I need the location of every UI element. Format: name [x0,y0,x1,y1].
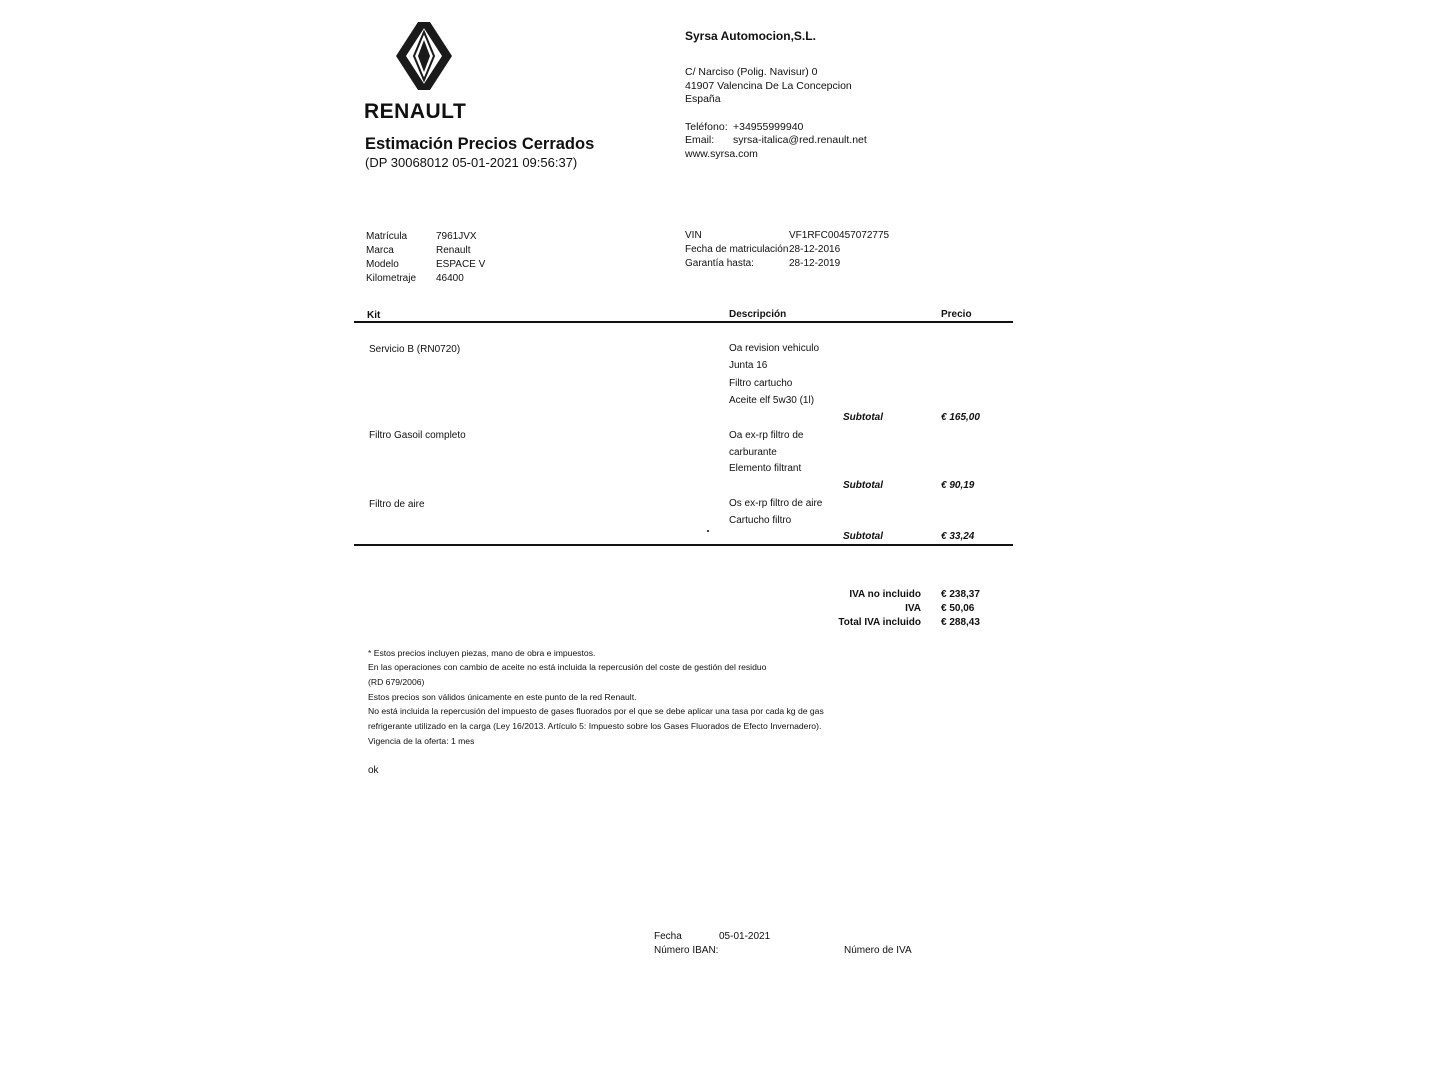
renault-logo [394,20,454,92]
kit-item: carburante [729,447,777,458]
column-header-kit: Kit [367,310,381,321]
subtotal-value: € 33,24 [941,531,975,542]
subtotal-label: Subtotal [843,412,883,423]
column-header-price: Precio [941,309,972,320]
dealer-phone-label: Teléfono: [685,121,728,133]
vehicle-label: Kilometraje [366,273,417,284]
vehicle-label: Modelo [366,259,399,270]
total-value: € 238,37 [941,589,980,600]
dealer-address-2: 41907 Valencina De La Concepcion [685,80,852,92]
total-label: IVA no incluido [849,589,921,600]
vehicle-label: Matrícula [366,231,408,242]
table-bottom-rule [354,544,1013,546]
note-line: refrigerante utilizado en la carga (Ley 16/2013. Artículo 5: Impuesto sobre los Gases Fluorados de Efecto Invernadero). [368,721,822,731]
vehicle-label: Garantía hasta: [685,258,754,269]
note-line: En las operaciones con cambio de aceite no está incluida la repercusión del coste de gestión del residuo [368,662,767,672]
subtotal-label: Subtotal [843,531,883,542]
total-label: IVA [905,603,921,614]
brand-name: RENAULT [364,100,467,123]
dealer-name: Syrsa Automocion,S.L. [685,29,816,43]
vehicle-value: 28-12-2016 [789,244,841,255]
footer-date: 05-01-2021 [719,931,771,942]
note-line: Estos precios son válidos únicamente en este punto de la red Renault. [368,692,637,702]
kit-item: Oa ex-rp filtro de [729,430,804,441]
vehicle-value: Renault [436,245,471,256]
kit-item: Cartucho filtro [729,515,792,526]
note-line: No está incluida la repercusión del impuesto de gases fluorados por el que se debe aplicar una tasa por cada kg de gas [368,706,824,716]
footer-vat-label: Número de IVA [844,945,912,956]
kit-item: Filtro cartucho [729,378,793,389]
vehicle-value: VF1RFC00457072775 [789,230,890,241]
note-line: * Estos precios incluyen piezas, mano de obra e impuestos. [368,648,596,658]
note-line: (RD 679/2006) [368,677,425,687]
kit-item: Os ex-rp filtro de aire [729,498,823,509]
kit-name: Servicio B (RN0720) [369,344,461,355]
scan-speck [707,530,709,532]
dealer-website[interactable]: www.syrsa.com [685,148,758,160]
table-header-rule [354,321,1013,323]
document-reference: (DP 30068012 05-01-2021 09:56:37) [365,155,578,170]
footer-iban-label: Número IBAN: [654,945,719,956]
kit-item: Elemento filtrant [729,463,802,474]
comment-text: ok [368,765,379,776]
vehicle-value: 28-12-2019 [789,258,841,269]
kit-item: Aceite elf 5w30 (1l) [729,395,815,406]
total-value: € 50,06 [941,603,975,614]
page-title: Estimación Precios Cerrados [365,135,595,153]
dealer-phone: +34955999940 [733,121,804,133]
dealer-address-1: C/ Narciso (Polig. Navisur) 0 [685,66,818,78]
subtotal-value: € 165,00 [941,412,980,423]
kit-name: Filtro Gasoil completo [369,430,466,441]
vehicle-label: Marca [366,245,394,256]
total-label: Total IVA incluido [838,617,921,628]
vehicle-value: ESPACE V [436,259,486,270]
kit-item: Oa revision vehiculo [729,343,820,354]
subtotal-label: Subtotal [843,480,883,491]
footer-date-label: Fecha [654,931,682,942]
kit-name: Filtro de aire [369,499,425,510]
dealer-address-3: España [685,93,721,105]
vehicle-value: 7961JVX [436,231,477,242]
subtotal-value: € 90,19 [941,480,975,491]
vehicle-value: 46400 [436,273,464,284]
kit-item: Junta 16 [729,360,768,371]
vehicle-label: VIN [685,230,702,241]
dealer-email-label: Email: [685,134,715,146]
note-line: Vigencia de la oferta: 1 mes [368,736,475,746]
column-header-description: Descripción [729,309,787,320]
dealer-email[interactable]: syrsa-italica@red.renault.net [733,134,867,146]
grand-total-value: € 288,43 [941,617,980,628]
vehicle-label: Fecha de matriculación [685,244,789,255]
